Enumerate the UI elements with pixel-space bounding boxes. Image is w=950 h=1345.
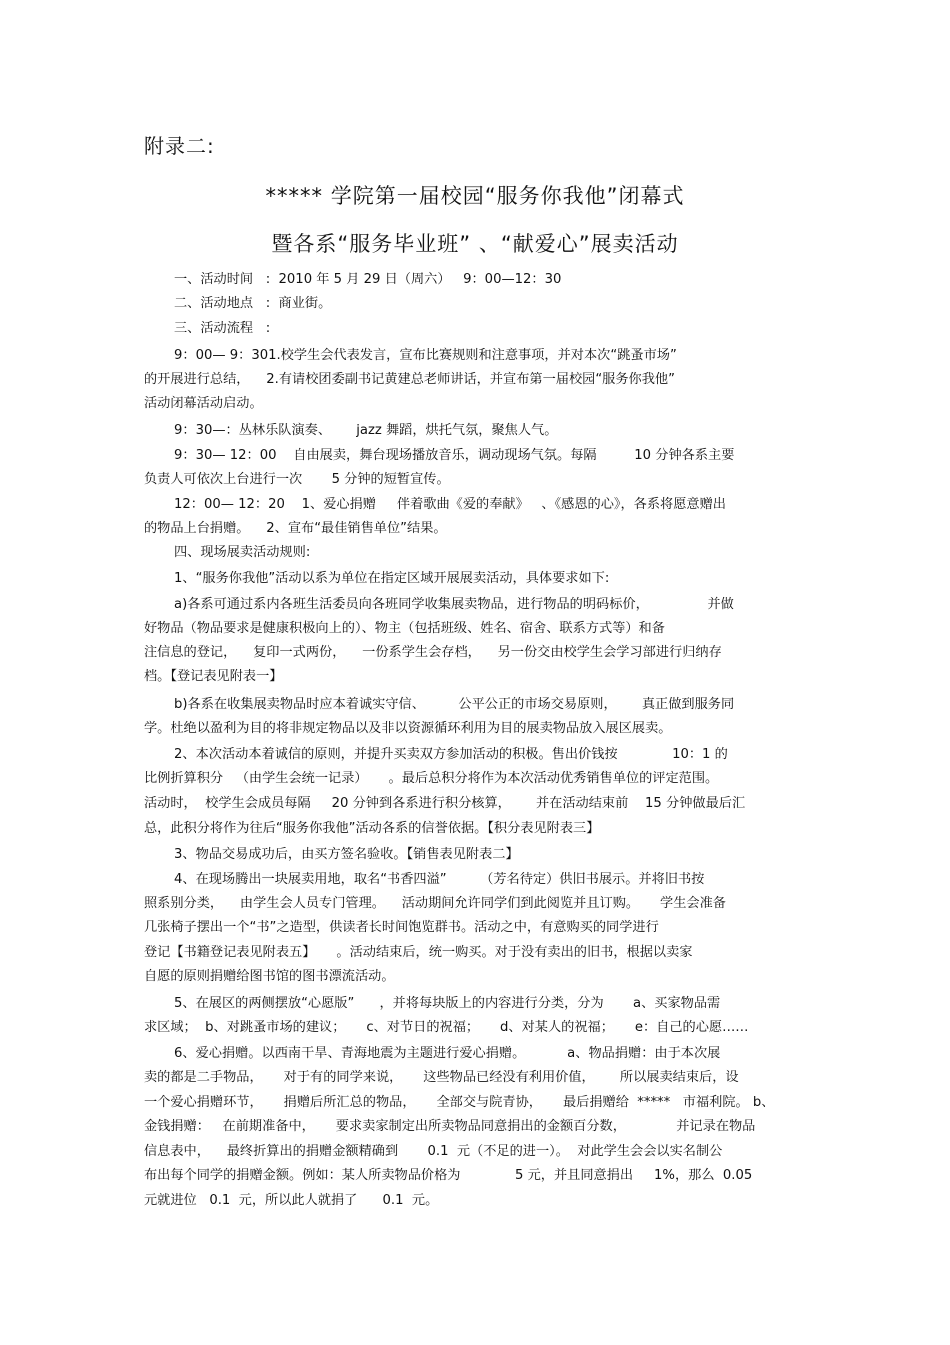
document-title-line-1: ***** 学院第一届校园“服务你我他”闭幕式 [265, 184, 685, 208]
text-line: 12：00— 12：20 1、爱心捐赠 伴着歌曲《爱的奉献》 、《感恩的心》，各系将愿意赠出 [174, 497, 726, 512]
text-line: 比例折算积分 （由学生会统一记录） 。最后总积分将作为本次活动优秀销售单位的评定范围。 [144, 771, 719, 786]
text-line: 1、“服务你我他”活动以系为单位在指定区域开展展卖活动，具体要求如下: [174, 571, 610, 586]
text-line: 2、本次活动本着诚信的原则，并提升买卖双方参加活动的积极。售出价钱按 10：1 的 [174, 747, 728, 762]
appendix-heading: 附录二: [144, 134, 215, 158]
text-line: 学。杜绝以盈利为目的将非规定物品以及非以资源循环利用为目的展卖物品放入展区展卖。 [144, 721, 672, 736]
text-line: 5、在展区的两侧摆放“心愿版” ，并将每块版上的内容进行分类，分为 a、买家物品需 [174, 996, 721, 1011]
text-line: 照系别分类， 由学生会人员专门管理。 活动期间允许同学们到此阅览并且订购。 学生会准备 [144, 896, 726, 911]
text-line: 9：30— 12：00 自由展卖，舞台现场播放音乐，调动现场气氛。每隔 10 分钟各系主要 [174, 448, 735, 463]
text-line: 一、活动时间 : 2010 年 5 月 29 日（周六） 9：00—12：30 [174, 272, 562, 287]
text-line: 信息表中， 最终折算出的捐赠金额精确到 0.1 元（不足的进一）。 对此学生会会以实名制公 [144, 1144, 723, 1159]
text-line: 3、物品交易成功后，由买方签名验收。【销售表见附表二】 [174, 847, 519, 862]
text-line: 的开展进行总结， 2.有请校团委副书记黄建总老师讲话，并宣布第一届校园“服务你我他” [144, 372, 675, 387]
text-line: 活动时， 校学生会成员每隔 20 分钟到各系进行积分核算， 并在活动结束前 15 分钟做最后汇 [144, 796, 746, 811]
text-line: 9：30—：丛林乐队演奏、 jazz 舞蹈，烘托气氛，聚焦人气。 [174, 423, 558, 438]
text-line: 的物品上台捐赠。 2、宣布“最佳销售单位”结果。 [144, 521, 447, 536]
text-line: 登记【书籍登记表见附表五】 。活动结束后，统一购买。对于没有卖出的旧书，根据以卖家 [144, 945, 693, 960]
text-line: 求区域； b、对跳蚤市场的建议； c、对节日的祝福； d、对某人的祝福； e：自己的心愿…… [144, 1020, 749, 1035]
document-title-line-2: 暨各系“服务毕业班” 、“献爱心”展卖活动 [271, 232, 679, 256]
text-line: 好物品（物品要求是健康积极向上的）、物主（包括班级、姓名、宿舍、联系方式等）和备 [144, 621, 665, 636]
text-line: 四、现场展卖活动规则: [174, 545, 311, 560]
text-line: 4、在现场腾出一块展卖用地，取名“书香四溢” （芳名待定）供旧书展示。并将旧书按 [174, 872, 705, 887]
text-line: 活动闭幕活动启动。 [144, 396, 263, 411]
text-line: a)各系可通过系内各班生活委员向各班同学收集展卖物品，进行物品的明码标价， 并做 [174, 597, 734, 612]
text-line: b)各系在收集展卖物品时应本着诚实守信、 公平公正的市场交易原则， 真正做到服务同 [174, 697, 735, 712]
text-line: 6、爱心捐赠。以西南干旱、青海地震为主题进行爱心捐赠。 a、物品捐赠：由于本次展 [174, 1046, 721, 1061]
text-line: 卖的都是二手物品， 对于有的同学来说， 这些物品已经没有利用价值， 所以展卖结束后，设 [144, 1070, 739, 1085]
text-line: 二、活动地点 : 商业街。 [174, 296, 332, 311]
text-line: 金钱捐赠： 在前期准备中， 要求卖家制定出所卖物品同意捐出的金额百分数， 并记录在物品 [144, 1119, 756, 1134]
text-line: 注信息的登记， 复印一式两份， 一份系学生会存档， 另一份交由校学生会学习部进行归纳存 [144, 645, 722, 660]
text-line: 元就进位 0.1 元，所以此人就捐了 0.1 元。 [144, 1193, 439, 1208]
text-line: 布出每个同学的捐赠金额。例如：某人所卖物品价格为 5 元，并且同意捐出 1%，那么 0.05 [144, 1168, 753, 1183]
text-line: 一个爱心捐赠环节， 捐赠后所汇总的物品， 全部交与院青协， 最后捐赠给 ***** 市福利院。 b、 [144, 1095, 775, 1110]
text-line: 9：00— 9：301.校学生会代表发言，宣布比赛规则和注意事项，并对本次“跳蚤市场” [174, 348, 677, 363]
text-line: 总，此积分将作为往后“服务你我他”活动各系的信誉依据。【积分表见附表三】 [144, 821, 600, 836]
text-line: 负责人可依次上台进行一次 5 分钟的短暂宣传。 [144, 472, 450, 487]
text-line: 自愿的原则捐赠给图书馆的图书漂流活动。 [144, 969, 395, 984]
text-line: 几张椅子摆出一个“书”之造型，供读者长时间饱览群书。活动之中，有意购买的同学进行 [144, 920, 659, 935]
text-line: 三、活动流程 : [174, 321, 271, 336]
text-line: 档。【登记表见附表一】 [144, 669, 283, 684]
